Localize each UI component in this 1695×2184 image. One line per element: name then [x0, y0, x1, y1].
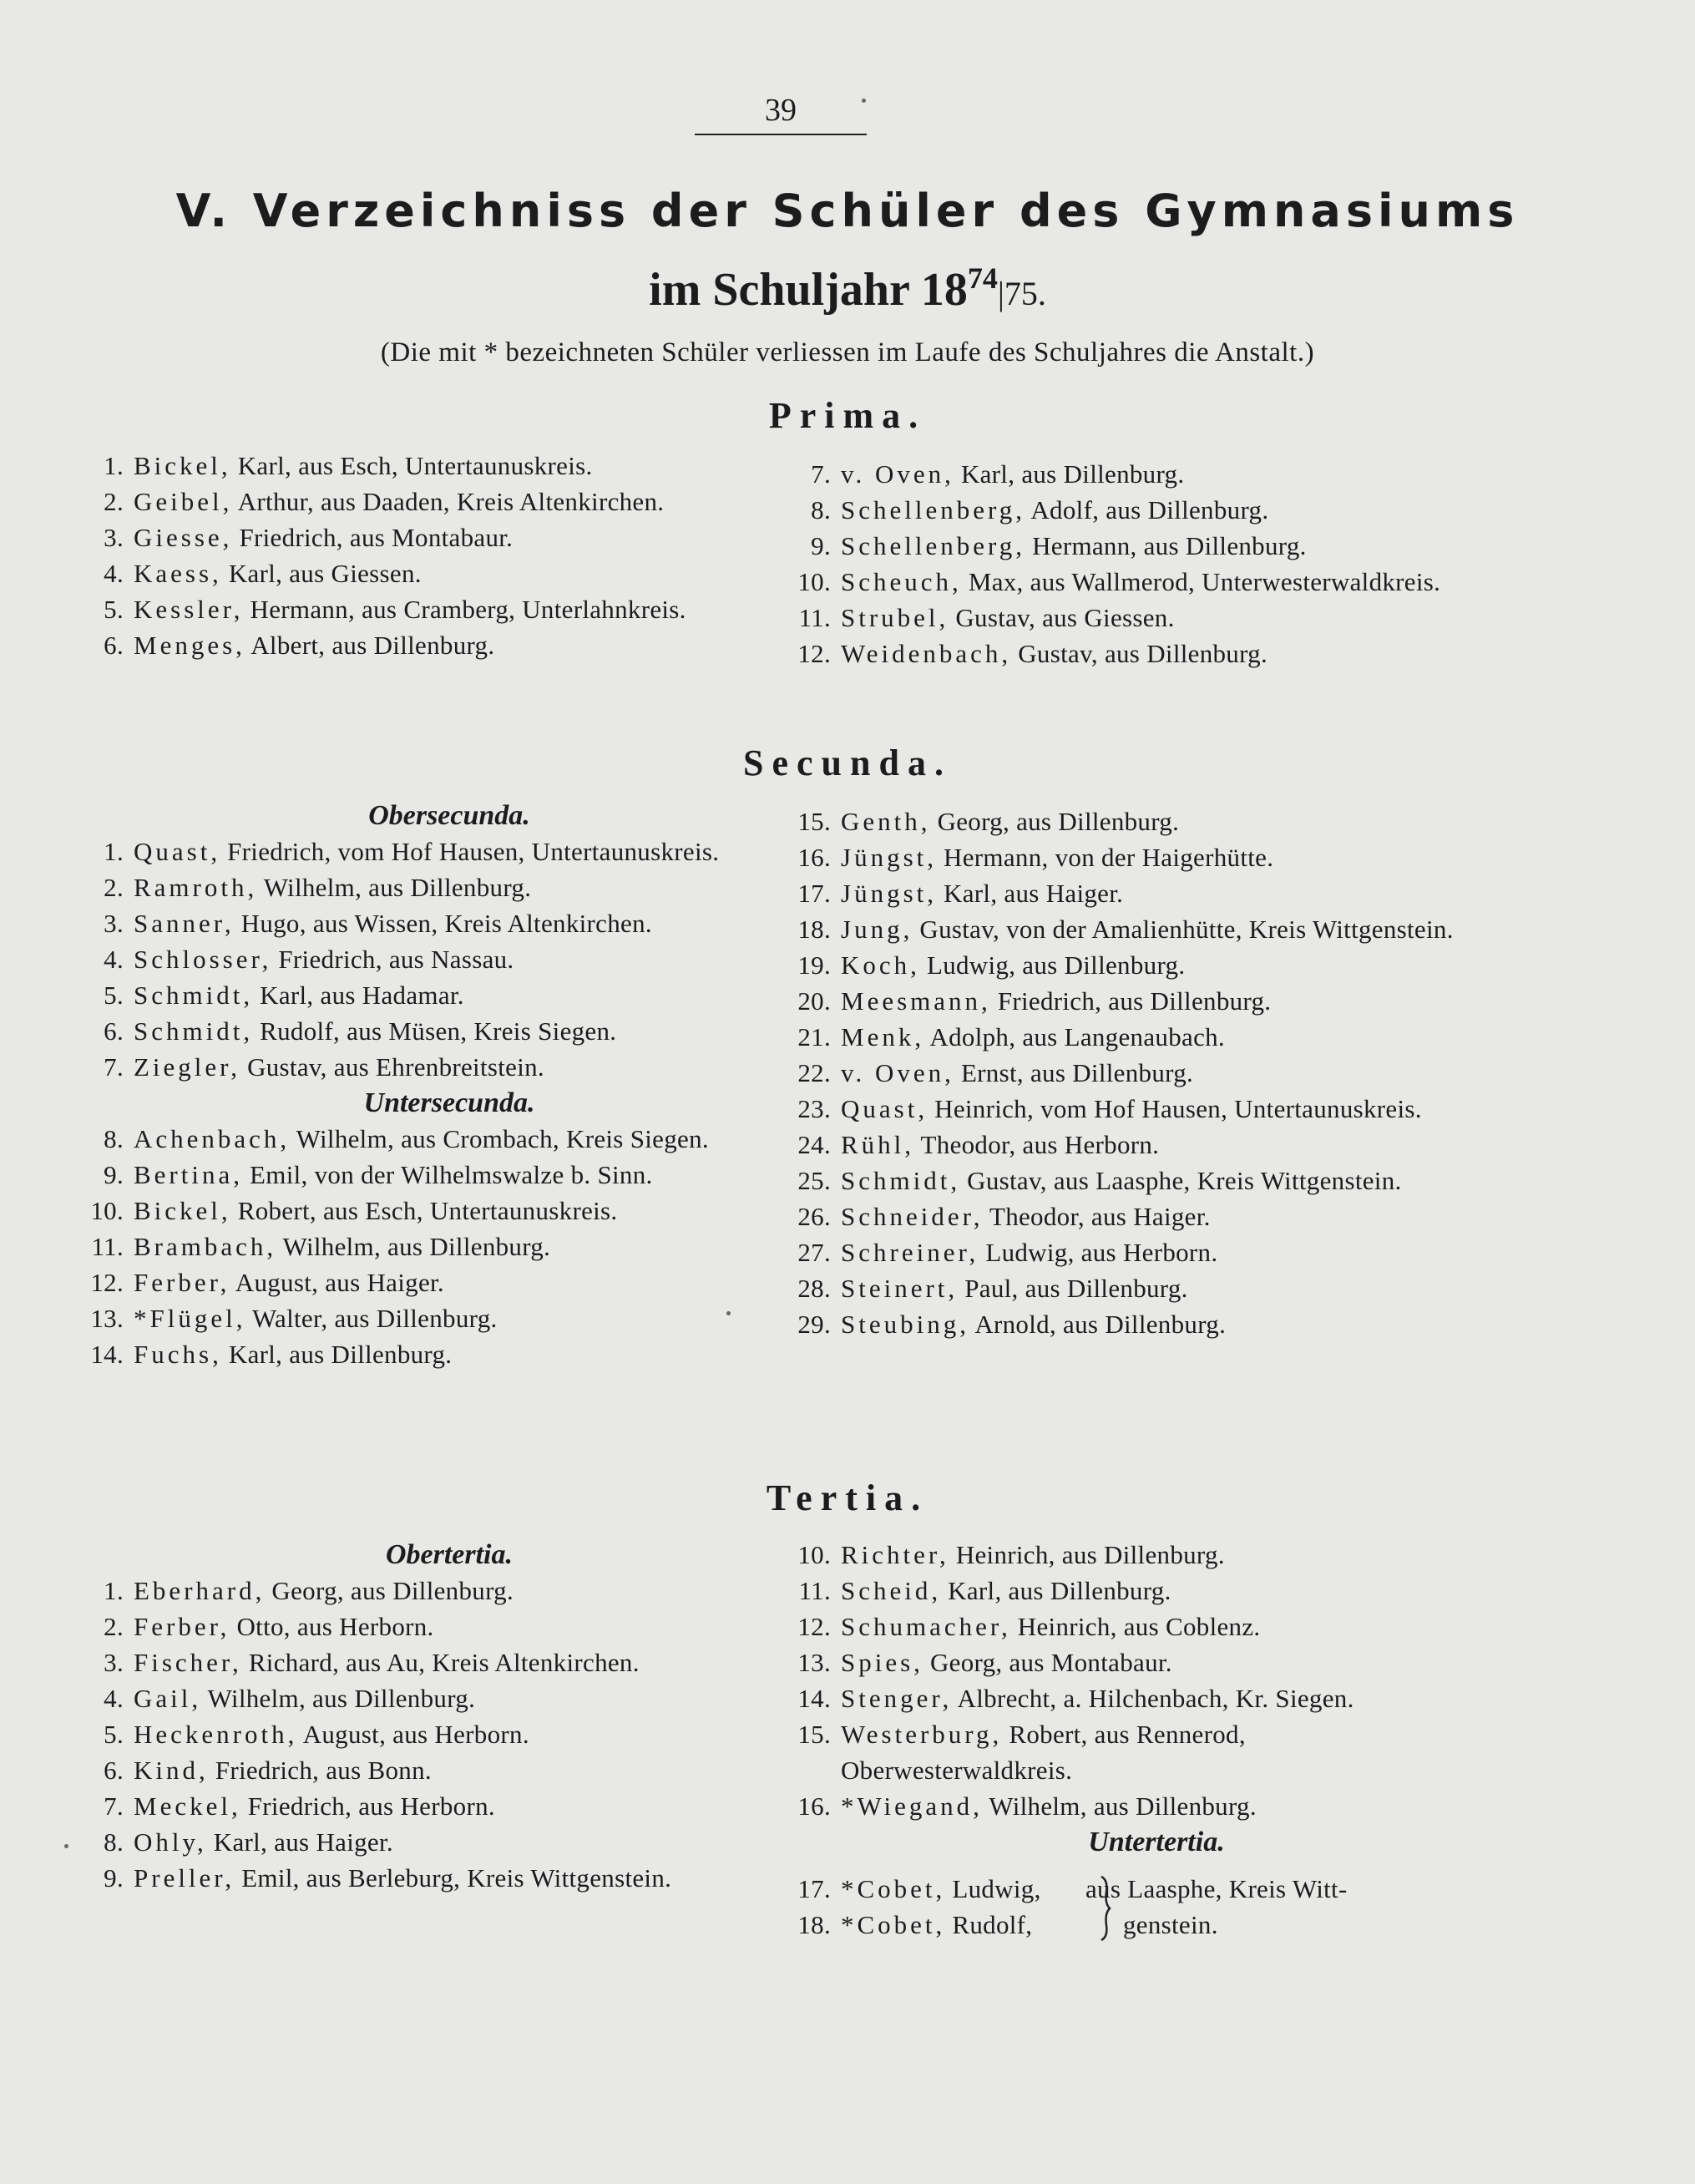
list-item [82, 1229, 767, 1264]
entry-surname: Strubel, [841, 603, 949, 632]
entry-details: Gustav, aus Dillenburg. [1011, 639, 1268, 668]
entry-details: August, aus Herborn. [297, 1720, 529, 1749]
entry-surname: Steubing, [841, 1310, 969, 1339]
list-item [82, 1609, 767, 1644]
entry-number: 16. [797, 1791, 831, 1821]
list-item [82, 905, 767, 941]
entry-number: 4. [104, 945, 124, 974]
entry-details: Adolf, aus Dillenburg. [1025, 495, 1269, 524]
list-item [789, 1680, 1474, 1716]
entry-surname: Meesmann, [841, 986, 991, 1016]
entry-details: Ludwig, [945, 1874, 1041, 1903]
list-item [789, 1716, 1474, 1788]
entry-surname: Geibel, [134, 487, 233, 516]
list-item [82, 555, 767, 591]
entry-details: Friedrich, aus Montabaur. [232, 523, 514, 552]
entry-number: 9. [811, 531, 831, 560]
list-item [82, 627, 767, 663]
entry-surname: *Flügel, [134, 1304, 246, 1333]
entry-details: Georg, aus Dillenburg. [930, 807, 1180, 836]
entry-surname: Ferber, [134, 1612, 230, 1641]
list-item [789, 911, 1474, 947]
page-title: V. Verzeichniss der Schüler des Gymnasiums [175, 185, 1520, 237]
list-item [82, 1121, 767, 1157]
entry-surname: Kessler, [134, 595, 244, 624]
tertia-right-column [789, 1537, 1474, 1860]
entry-surname: Westerburg, [841, 1720, 1003, 1749]
entry-details: Heinrich, vom Hof Hausen, Untertaunuskreis. [928, 1094, 1422, 1123]
list-item [82, 1157, 767, 1193]
entry-details: Karl, aus Esch, Untertaunuskreis. [230, 451, 593, 480]
page-number-rule [695, 134, 867, 135]
entry-number: 19. [797, 950, 831, 980]
entry-surname: Brambach, [134, 1232, 277, 1261]
entry-details: Karl, aus Dillenburg. [954, 459, 1185, 489]
entry-number: 28. [797, 1274, 831, 1303]
entry-details: Karl, aus Haiger. [937, 879, 1124, 908]
list-item [82, 1716, 767, 1752]
entry-details: Max, aus Wallmerod, Unterwesterwaldkreis. [961, 567, 1441, 596]
entry-details: Otto, aus Herborn. [230, 1612, 434, 1641]
entry-surname: Schneider, [841, 1202, 984, 1231]
entry-number: 4. [104, 1684, 124, 1713]
scan-speck [862, 99, 866, 103]
list-item [82, 1013, 767, 1049]
list-item [789, 839, 1474, 875]
entry-number: 6. [104, 1756, 124, 1785]
list-item [82, 834, 767, 869]
entry-number: 21. [797, 1022, 831, 1051]
entry-details: Heinrich, aus Dillenburg. [949, 1540, 1225, 1569]
list-item [82, 977, 767, 1013]
list-item [82, 519, 767, 555]
section-heading-prima: Prima. [768, 395, 927, 436]
entry-details: Robert, aus Esch, Untertaunuskreis. [230, 1196, 618, 1225]
list-item [789, 1234, 1474, 1270]
entry-details: Karl, aus Dillenburg. [221, 1340, 453, 1369]
list-item [789, 1537, 1474, 1573]
entry-surname: Meckel, [134, 1791, 241, 1821]
entry-surname: Schreiner, [841, 1238, 979, 1267]
list-item [789, 528, 1474, 564]
entry-details: Richard, aus Au, Kreis Altenkirchen. [241, 1648, 640, 1677]
entry-number: 2. [104, 487, 124, 516]
entry-number: 10. [797, 567, 831, 596]
entry-number: 3. [104, 1648, 124, 1677]
list-item [82, 1049, 767, 1085]
list-item [789, 1127, 1474, 1163]
entry-number: 15. [797, 807, 831, 836]
subtitle-prefix: im Schuljahr 18 [649, 264, 968, 316]
entry-surname: v. Oven, [841, 459, 954, 489]
secunda-left-column [82, 798, 767, 1372]
list-item [82, 1264, 767, 1300]
entry-number: 2. [104, 873, 124, 902]
entry-surname: Fischer, [134, 1648, 242, 1677]
entry-surname: Bickel, [134, 1196, 231, 1225]
list-item [82, 941, 767, 977]
entry-surname: Schumacher, [841, 1612, 1011, 1641]
list-item [789, 1306, 1474, 1342]
entry-details: Georg, aus Montabaur. [923, 1648, 1172, 1677]
entry-details: Hugo, aus Wissen, Kreis Altenkirchen. [234, 909, 652, 938]
subheading-obersecunda: Obersecunda. [368, 800, 530, 831]
list-item [82, 1336, 767, 1372]
entry-number: 17. [797, 1874, 831, 1903]
list-item [789, 1609, 1474, 1644]
entry-number: 11. [798, 603, 831, 632]
section-heading-tertia: Tertia. [766, 1477, 929, 1518]
entry-surname: Schmidt, [134, 981, 254, 1010]
entry-details: Karl, aus Giessen. [221, 559, 422, 588]
list-item [82, 1788, 767, 1824]
entry-surname: Rühl, [841, 1130, 915, 1159]
subheading-untertertia: Untertertia. [1088, 1827, 1225, 1857]
entry-surname: Ziegler, [134, 1052, 241, 1082]
entry-number: 12. [797, 639, 831, 668]
entry-number: 7. [104, 1052, 124, 1082]
entry-details: Arnold, aus Dillenburg. [969, 1310, 1227, 1339]
entry-surname: Kaess, [134, 559, 222, 588]
entry-number: 10. [90, 1196, 124, 1225]
list-item [82, 591, 767, 627]
entry-surname: *Wiegand, [841, 1791, 983, 1821]
entry-number: 17. [797, 879, 831, 908]
list-item [789, 1198, 1474, 1234]
entry-surname: Ferber, [134, 1268, 230, 1297]
list-item [82, 869, 767, 905]
entry-details: Ludwig, aus Herborn. [979, 1238, 1218, 1267]
entry-surname: Richter, [841, 1540, 949, 1569]
list-item [82, 1193, 767, 1229]
entry-details: Rudolf, aus Müsen, Kreis Siegen. [253, 1016, 617, 1046]
list-item [789, 1573, 1474, 1609]
entry-details: Friedrich, vom Hof Hausen, Untertaunuskreis. [220, 837, 720, 866]
subheading-untersecunda: Untersecunda. [363, 1087, 535, 1118]
entry-details: Walter, aus Dillenburg. [245, 1304, 498, 1333]
entry-surname: Ohly, [134, 1827, 207, 1857]
entry-surname: Heckenroth, [134, 1720, 298, 1749]
entry-number: 29. [797, 1310, 831, 1339]
entry-surname: Spies, [841, 1648, 923, 1677]
entry-surname: Schlosser, [134, 945, 272, 974]
subtitle-year-sup: 74 [967, 261, 998, 295]
entry-number: 14. [90, 1340, 124, 1369]
list-item [82, 1573, 767, 1609]
entry-details: Gustav, von der Amalienhütte, Kreis Wittgenstein. [913, 915, 1454, 944]
list-item [789, 1788, 1474, 1824]
entry-surname: *Cobet, [841, 1874, 946, 1903]
entry-surname: Schellenberg, [841, 495, 1026, 524]
entry-surname: Jung, [841, 915, 913, 944]
entry-surname: Preller, [134, 1863, 235, 1893]
entry-number: 5. [104, 595, 124, 624]
entry-number: 5. [104, 981, 124, 1010]
entry-number: 6. [104, 631, 124, 660]
entry-details: Emil, von der Wilhelmswalze b. Sinn. [243, 1160, 653, 1189]
entry-number: 27. [797, 1238, 831, 1267]
scan-speck [64, 1844, 68, 1848]
secunda-right-column [789, 803, 1474, 1342]
entry-number: 9. [104, 1160, 124, 1189]
entry-number: 26. [797, 1202, 831, 1231]
entry-number: 13. [90, 1304, 124, 1333]
entry-surname: Scheid, [841, 1576, 942, 1605]
entry-surname: Genth, [841, 807, 931, 836]
entry-surname: Quast, [134, 837, 221, 866]
subtitle-year-suffix: |75. [997, 275, 1046, 312]
entry-number: 25. [797, 1166, 831, 1195]
entry-surname: Fuchs, [134, 1340, 222, 1369]
entry-surname: Bertina, [134, 1160, 243, 1189]
entry-surname: Schmidt, [134, 1016, 254, 1046]
entry-number: 1. [104, 837, 124, 866]
entry-number: 18. [797, 915, 831, 944]
cobet-entries [789, 1871, 1541, 1943]
list-item [789, 1055, 1474, 1091]
list-item [82, 1752, 767, 1788]
entry-details: Karl, aus Hadamar. [253, 981, 464, 1010]
entry-details: Hermann, aus Cramberg, Unterlahnkreis. [243, 595, 686, 624]
list-item [82, 1860, 767, 1896]
footnote-asterisk: (Die mit * bezeichneten Schüler verliessen im Laufe des Schuljahres die Anstalt.) [380, 337, 1315, 367]
entry-number: 12. [90, 1268, 124, 1297]
entry-surname: Koch, [841, 950, 920, 980]
entry-details: Wilhelm, aus Dillenburg. [201, 1684, 476, 1713]
entry-details: August, aus Haiger. [230, 1268, 444, 1297]
prima-left-column [82, 448, 767, 663]
entry-surname: Menges, [134, 631, 245, 660]
list-item [82, 1300, 767, 1336]
list-item [789, 1091, 1474, 1127]
list-item [789, 1871, 1541, 1907]
entry-surname: Giesse, [134, 523, 233, 552]
entry-details: Karl, aus Haiger. [206, 1827, 393, 1857]
cobet-place-line2: genstein. [1123, 1910, 1218, 1939]
entry-details: Friedrich, aus Dillenburg. [990, 986, 1272, 1016]
subheading-obertertia: Obertertia. [385, 1539, 514, 1570]
entry-number: 18. [797, 1910, 831, 1939]
entry-number: 7. [811, 459, 831, 489]
obersecunda-list [82, 834, 767, 1085]
list-item [789, 1270, 1474, 1306]
entry-details: Friedrich, aus Herborn. [240, 1791, 495, 1821]
entry-surname: Quast, [841, 1094, 928, 1123]
entry-details: Hermann, aus Dillenburg. [1025, 531, 1307, 560]
entry-details: Karl, aus Dillenburg. [941, 1576, 1171, 1605]
entry-number: 12. [797, 1612, 831, 1641]
page-number: 39 [765, 93, 797, 128]
entry-number: 20. [797, 986, 831, 1016]
list-item [82, 1824, 767, 1860]
tertia-left-column [82, 1537, 767, 1896]
list-item [789, 1019, 1474, 1055]
entry-surname: Sanner, [134, 909, 235, 938]
entry-surname: Menk, [841, 1022, 925, 1051]
list-item [789, 600, 1474, 636]
entry-number: 3. [104, 909, 124, 938]
entry-surname: Scheuch, [841, 567, 962, 596]
entry-number: 24. [797, 1130, 831, 1159]
entry-details: Gustav, aus Giessen. [949, 603, 1175, 632]
entry-details: Emil, aus Berleburg, Kreis Wittgenstein. [235, 1863, 672, 1893]
cobet-place-line1: aus Laasphe, Kreis Witt- [1085, 1874, 1348, 1903]
entry-number: 14. [797, 1684, 831, 1713]
entry-details: Paul, aus Dillenburg. [958, 1274, 1188, 1303]
list-item [82, 484, 767, 519]
prima-right-column [789, 456, 1474, 671]
entry-details: Wilhelm, aus Dillenburg. [276, 1232, 551, 1261]
list-item [789, 1907, 1541, 1943]
entry-number: 11. [91, 1232, 124, 1261]
entry-surname: Schellenberg, [841, 531, 1026, 560]
entry-details: Albert, aus Dillenburg. [245, 631, 495, 660]
entry-surname: Schmidt, [841, 1166, 961, 1195]
entry-details: Adolph, aus Langenaubach. [924, 1022, 1225, 1051]
list-item [82, 1644, 767, 1680]
entry-number: 13. [797, 1648, 831, 1677]
entry-number: 22. [797, 1058, 831, 1087]
entry-surname: Jüngst, [841, 879, 937, 908]
entry-surname: Eberhard, [134, 1576, 266, 1605]
scan-speck [726, 1311, 731, 1315]
list-item [789, 636, 1474, 671]
list-item [789, 564, 1474, 600]
entry-surname: Jüngst, [841, 843, 937, 872]
list-item [789, 947, 1474, 983]
entry-number: 5. [104, 1720, 124, 1749]
list-item [789, 875, 1474, 911]
entry-number: 4. [104, 559, 124, 588]
entry-details: Heinrich, aus Coblenz. [1010, 1612, 1261, 1641]
entry-surname: Ramroth, [134, 873, 258, 902]
entry-details: Theodor, aus Haiger. [983, 1202, 1211, 1231]
entry-surname: Gail, [134, 1684, 202, 1713]
entry-number: 3. [104, 523, 124, 552]
entry-surname: Weidenbach, [841, 639, 1012, 668]
entry-number: 1. [104, 451, 124, 480]
entry-details: Wilhelm, aus Crombach, Kreis Siegen. [290, 1124, 709, 1153]
entry-details: Gustav, aus Ehrenbreitstein. [240, 1052, 544, 1082]
entry-details: Hermann, von der Haigerhütte. [937, 843, 1274, 872]
entry-surname: Achenbach, [134, 1124, 291, 1153]
entry-number: 7. [104, 1791, 124, 1821]
entry-details: Wilhelm, aus Dillenburg. [257, 873, 532, 902]
entry-details: Wilhelm, aus Dillenburg. [982, 1791, 1257, 1821]
page-subtitle [0, 249, 1695, 323]
entry-number: 10. [797, 1540, 831, 1569]
entry-surname: Stenger, [841, 1684, 953, 1713]
entry-number: 9. [104, 1863, 124, 1893]
entry-details: Georg, aus Dillenburg. [265, 1576, 514, 1605]
entry-surname: Bickel, [134, 451, 231, 480]
entry-surname: Steinert, [841, 1274, 959, 1303]
list-item [789, 803, 1474, 839]
obertertia-list [82, 1573, 767, 1896]
entry-details: Friedrich, aus Nassau. [271, 945, 514, 974]
brace-icon [1098, 1875, 1111, 1942]
entry-number: 8. [104, 1827, 124, 1857]
list-item [789, 983, 1474, 1019]
list-item [789, 1644, 1474, 1680]
list-item [789, 456, 1474, 492]
entry-number: 23. [797, 1094, 831, 1123]
list-item [789, 1163, 1474, 1198]
obertertia-right-list [789, 1537, 1474, 1824]
entry-number: 8. [104, 1124, 124, 1153]
entry-number: 16. [797, 843, 831, 872]
entry-number: 8. [811, 495, 831, 524]
entry-details: Gustav, aus Laasphe, Kreis Wittgenstein. [960, 1166, 1402, 1195]
list-item [82, 1680, 767, 1716]
entry-details: Ludwig, aus Dillenburg. [919, 950, 1186, 980]
untersecunda-list [82, 1121, 767, 1372]
entry-number: 6. [104, 1016, 124, 1046]
entry-details: Robert, aus Rennerod, Oberwesterwaldkreis. [841, 1720, 1246, 1785]
entry-details: Rudolf, [945, 1910, 1033, 1939]
entry-surname: *Cobet, [841, 1910, 946, 1939]
entry-details: Ernst, aus Dillenburg. [954, 1058, 1194, 1087]
entry-details: Theodor, aus Herborn. [914, 1130, 1160, 1159]
entry-surname: v. Oven, [841, 1058, 954, 1087]
entry-number: 15. [797, 1720, 831, 1749]
entry-surname: Kind, [134, 1756, 209, 1785]
section-heading-secunda: Secunda. [743, 742, 952, 783]
entry-number: 1. [104, 1576, 124, 1605]
entry-number: 2. [104, 1612, 124, 1641]
list-item [82, 448, 767, 484]
entry-number: 11. [798, 1576, 831, 1605]
entry-details: Friedrich, aus Bonn. [208, 1756, 432, 1785]
list-item [789, 492, 1474, 528]
entry-details: Albrecht, a. Hilchenbach, Kr. Siegen. [952, 1684, 1354, 1713]
entry-details: Arthur, aus Daaden, Kreis Altenkirchen. [232, 487, 665, 516]
